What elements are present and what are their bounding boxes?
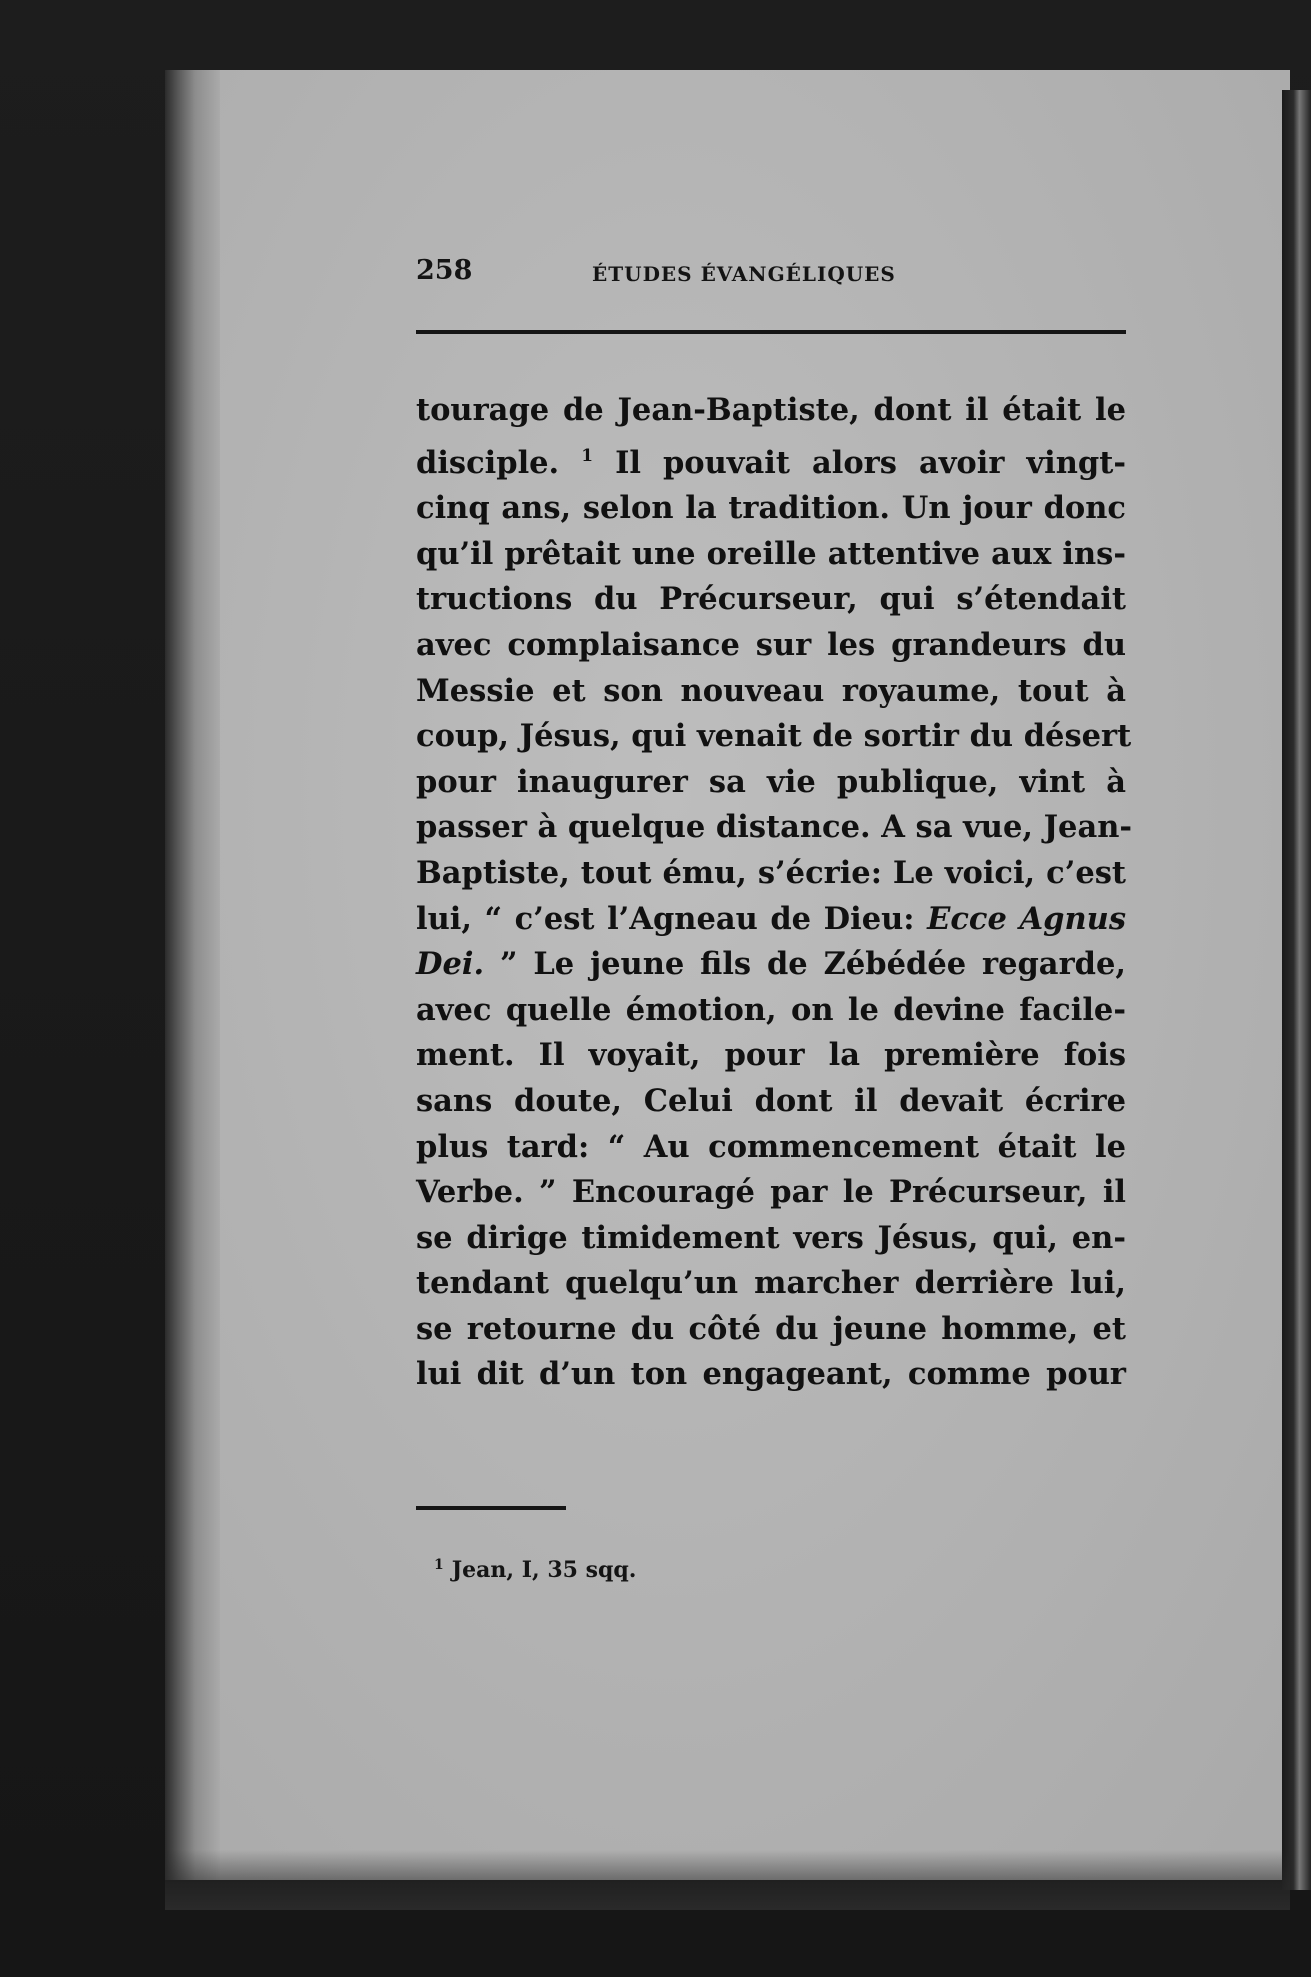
text-line: tendant quelqu’un marcher derrière lui,: [416, 1265, 1126, 1302]
text-line: Verbe. ” Encouragé par le Précurseur, il: [416, 1174, 1126, 1211]
header-rule: [416, 330, 1126, 334]
text-fragment: Il pouvait alors avoir vingt-: [615, 444, 1127, 481]
text-line: ment. Il voyait, pour la première fois: [416, 1037, 1126, 1074]
text-line: passer à quelque distance. A sa vue, Jean-: [416, 809, 1133, 846]
text-line: coup, Jésus, qui venait de sortir du désert: [416, 718, 1132, 755]
page-bottom-shadow: [165, 1850, 1290, 1910]
footnote-rule: [416, 1506, 566, 1510]
text-line: tourage de Jean-Baptiste, dont il était le: [416, 392, 1126, 428]
text-line: plus tard: “ Au commencement était le: [416, 1128, 1126, 1165]
italic-phrase: Dei.: [416, 946, 485, 983]
page-gutter: [165, 70, 220, 1880]
text-line: qu’il prêtait une oreille attentive aux ins-: [416, 535, 1126, 572]
text-line: avec complaisance sur les grandeurs du: [416, 626, 1126, 663]
text-line: cinq ans, selon la tradition. Un jour donc: [416, 490, 1126, 527]
page-edge: [1282, 90, 1311, 1890]
text-fragment: ” Le jeune fils de Zébédée regarde,: [484, 946, 1126, 983]
text-line: sans doute, Celui dont il devait écrire: [416, 1082, 1126, 1119]
page-number: 258: [416, 255, 473, 286]
text-line: tructions du Précurseur, qui s’étendait: [416, 581, 1126, 618]
text-fragment: lui, “ c’est l’Agneau de Dieu:: [416, 900, 928, 937]
body-text: [416, 388, 1133, 1398]
text-line: se dirige timidement vers Jésus, qui, en-: [416, 1219, 1126, 1256]
text-line: [416, 897, 1126, 943]
text-line: lui dit d’un ton engageant, comme pour: [416, 1356, 1126, 1393]
running-head: [416, 255, 1126, 295]
footnote-marker: 1: [434, 1557, 444, 1573]
text-line: [416, 942, 1126, 988]
footnote: [434, 1557, 636, 1583]
footnote-reference: 1: [581, 445, 594, 466]
footnote-text: Jean, I, 35 sqq.: [451, 1557, 637, 1583]
text-line: se retourne du côté du jeune homme, et: [416, 1310, 1126, 1347]
text-line: avec quelle émotion, on le devine facile-: [416, 991, 1126, 1028]
text-fragment: disciple.: [416, 444, 560, 481]
text-line: Messie et son nouveau royaume, tout à: [416, 672, 1126, 709]
text-line: [416, 434, 1126, 487]
italic-phrase: Ecce Agnus: [927, 900, 1126, 937]
text-line: Baptiste, tout ému, s’écrie: Le voici, c’est: [416, 854, 1126, 891]
running-head-title: ÉTUDES ÉVANGÉLIQUES: [592, 262, 896, 286]
text-line: pour inaugurer sa vie publique, vint à: [416, 763, 1126, 800]
